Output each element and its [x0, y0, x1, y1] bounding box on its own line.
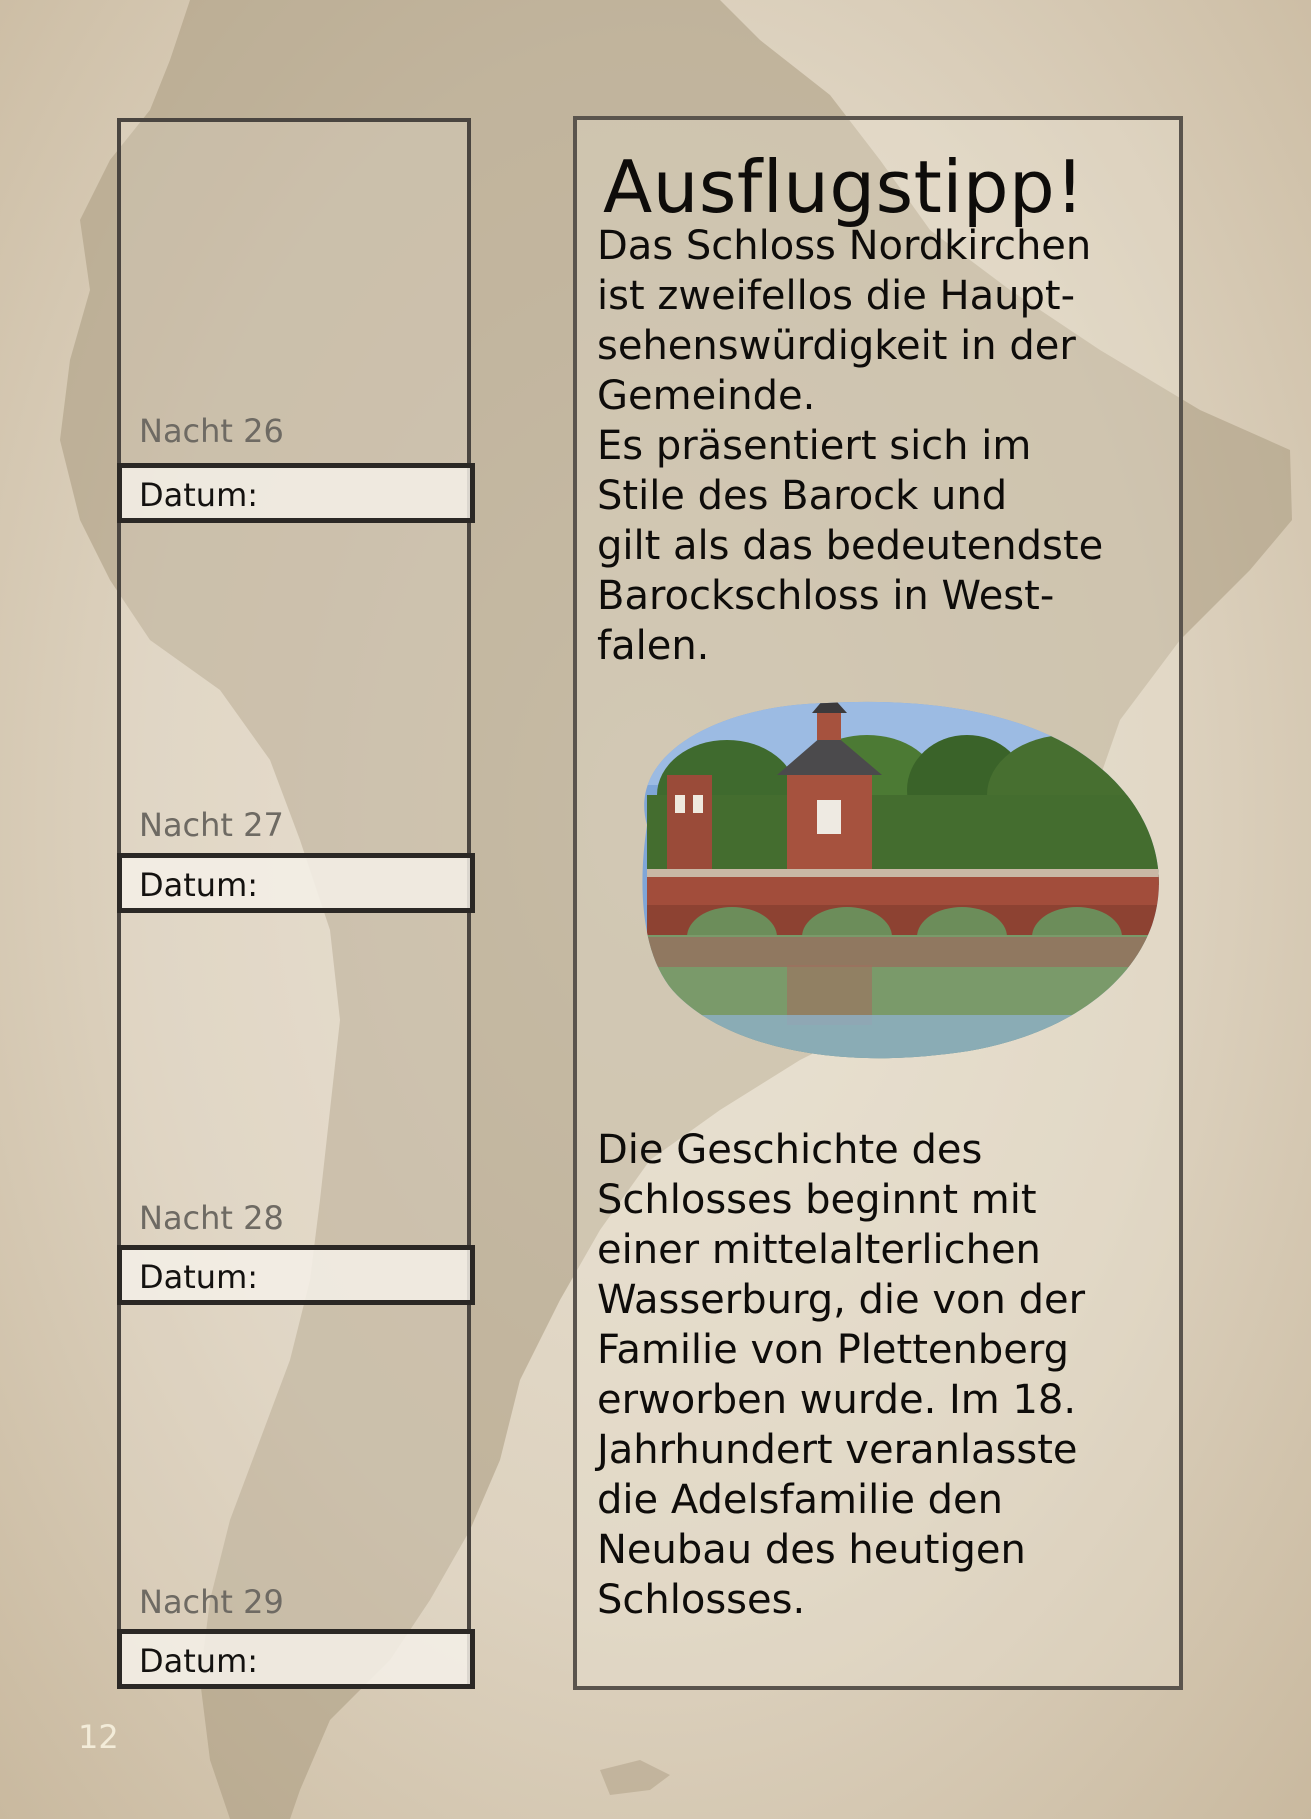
castle-photo: [607, 675, 1167, 1075]
date-field[interactable]: Datum:: [117, 853, 475, 913]
night-label: Nacht 27: [139, 806, 284, 844]
date-field[interactable]: Datum:: [117, 1245, 475, 1305]
tip-panel: [573, 116, 1183, 1690]
date-field[interactable]: Datum:: [117, 463, 475, 523]
night-label: Nacht 26: [139, 412, 284, 450]
page-number: 12: [78, 1718, 119, 1756]
nights-column: [117, 118, 471, 1688]
tip-history-text: Die Geschichte des Schlosses beginnt mit einer mittelalterlichen Wasserburg, die von der Familie von Plettenberg erworben wurde. Im 18. Jahrhundert veranlasste die Adelsfamilie den Neubau des heutigen Schlosses.: [597, 1127, 1086, 1623]
date-field[interactable]: Datum:: [117, 1629, 475, 1689]
night-label: Nacht 29: [139, 1583, 284, 1621]
night-label: Nacht 28: [139, 1199, 284, 1237]
tip-title: Ausflugstipp!: [603, 145, 1085, 229]
tip-intro-text: Das Schloss Nordkirchen ist zweifellos die Haupt- sehenswürdigkeit in der Gemeinde. Es präsentiert sich im Stile des Barock und gilt als das bedeutendste Barockschloss in West- falen.: [597, 223, 1104, 669]
